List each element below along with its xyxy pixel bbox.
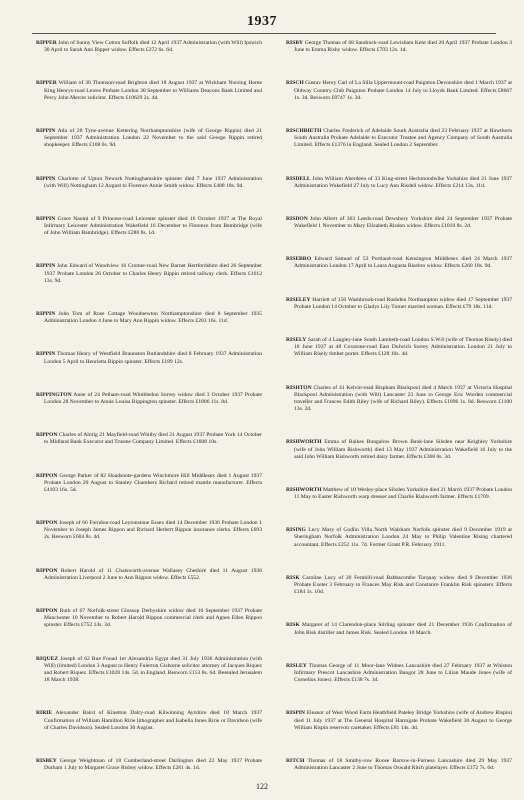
register-entry	[286, 622, 512, 636]
entry-text: William of 30 Thomson-road Brighton died 18 August 1937 at Wickham Nursing Home King Henrys-road Lewes Probate London 30 September to Williams Deacons Bank Limited and Percy John Mercer solicitor. Effects £10629 2s. 4d.	[44, 80, 262, 101]
entry-surname: RISCHBIETH	[286, 127, 322, 134]
entry-surname: RIPPINGTON	[36, 391, 72, 398]
register-entry	[36, 263, 262, 284]
entry-text: Emma of Raikes Bungalow Brown Bank-lane Silsden near Keighley Yorkshire (wife of John William Rishworth) died 13 May 1937 Administration Wakefield 16 July to the said John William Rishworth retired dairy farmer. Effects £368 0s. 3d.	[294, 439, 512, 460]
register-entry	[286, 663, 512, 684]
register-entry	[36, 473, 262, 494]
entry-surname: RISHWORTH	[286, 439, 322, 446]
entry-text: Eleanor of West Wood Farm Heathfield Pateley Bridge Yorkshire (wife of Andrew Rispin) died 11 July 1937 at The General Hospital Harrogate Probate Wakefield 30 August to George William Rispin reservoir caretaker. Effects £81 14s. 4d.	[294, 710, 513, 731]
entry-text: Alexander Baird of Kinetton Dalry-road Kilwinning Ayrshire died 18 March 1937 Confirmation of William Hamilton Ririe lithographer and Isabella Innes Ririe or Davidson (wife of Charles Davidson). Sealed London 30 August.	[44, 710, 262, 731]
register-entry	[286, 575, 512, 596]
entry-surname: RISEBRO	[286, 256, 312, 263]
entry-surname: RISDON	[286, 215, 308, 222]
entry-surname: RISELEY	[286, 296, 311, 303]
register-entry	[36, 758, 262, 772]
register-entry	[286, 337, 512, 358]
entry-text: Thomas Henry of Westfield Braunston Rutlandshire died 8 February 1937 Administration London 5 April to Henrietta Rippin spinster. Effects £189 12s.	[44, 351, 262, 365]
entry-surname: RISING	[286, 527, 306, 534]
entry-surname: RIPPIN	[36, 175, 56, 182]
register-entry	[36, 520, 262, 541]
entry-text: Charles of Alnrig 21 Mayfield-road Whitby died 21 August 1937 Probate York 14 October to Midland Bank Executor and Trustee Company Limited. Effects £1608 10s.	[44, 432, 262, 446]
entry-text: Sarah of 4 Langley-lane South Lambeth-road London S.W.8 (wife of Thomas Risely) died 18 June 1937 at 48 Coxstone-road East Dulwich Surrey Administration London 21 July to William Risely timber porter. Effects £128 10s. 4d.	[294, 337, 512, 358]
entry-text: George Parker of 82 Hoadsnote-gardens Winchmore Hill Middlesex died 1 August 1937 Probate London 20 August to Stanley Chambers Richard retired mantle manufacturer. Effects £4103 16s. 5d.	[44, 472, 262, 493]
entry-text: Grace Naomi of 9 Princess-road Leicester spinster died 16 October 1937 at The Royal Infirmary Leicester Administration Wakefield 16 December to Florence from Bembridge (wife of John William Bambridge). Effects £280 8s. 1d.	[44, 215, 262, 237]
entry-text: Charlotte of Upton Newark Nottinghamshire spinster died 7 June 1937 Administration (with Will) Nottingham 12 August to Florence Annie Smith widow. Effects £488 18s. 9d.	[44, 175, 262, 189]
register-entry	[286, 176, 512, 190]
register-entry	[286, 128, 512, 149]
entry-text: Charles of 41 Kelvin-road Bispham Blackpool died 4 March 1937 at Victoria Hospital Blackpool Administration (with Will) Lancaster 23 June to George Eric Worden commercial traveller and Frances Edith Riley (wife of Richard Riley). Effects £1096 1s. 8d. Resworn £1100 13s. 2d.	[294, 384, 512, 413]
entry-surname: RISDELL	[286, 175, 311, 182]
entry-text: Gustav Henry Carl of La Silla Uppermount-road Paignton Devonshire died 1 March 1937 at Oldway Country Club Paignton Probate London 14 July to Lloyds Bank Limited. Effects £8667 1s. 3d. Resworn £8747 1s. 3d.	[294, 80, 512, 101]
register-entry	[286, 439, 512, 460]
register-entry	[286, 758, 512, 772]
register-entry	[286, 80, 512, 101]
entry-surname: RIPPON	[36, 520, 58, 527]
entry-text: Matthew of 10 Wesley-place Silsden Yorkshire died 21 March 1937 Probate London 11 May to Easter Rishworth warp dresser and Charlie Rishworth farmer. Effects £1709.	[294, 486, 512, 501]
entry-surname: RISELY	[286, 337, 307, 344]
entry-text: Caroline Lucy of 20 Fernhill-road Babbacombe Torquay widow died 9 December 1936 Probate Exeter 3 February to Frances May Risk and Constance Franklin Risk spinsters. Effects £184 1s. 10d.	[294, 574, 513, 596]
register-entry	[286, 385, 512, 413]
entry-surname: RISBY	[286, 40, 304, 46]
entry-surname: RISHWORTH	[286, 486, 322, 493]
entry-surname: RISK	[286, 622, 300, 629]
entry-surname: RISHTON	[286, 384, 312, 391]
entry-text: John Albert of 303 Leeds-road Dewsbury Yorkshire died 24 September 1937 Probate Wakefield 1 November to Mary Elizabeth Risdon widow. Effects £1010 8s. 2d.	[294, 215, 513, 230]
entry-surname: RIPPIN	[36, 215, 56, 222]
entry-text: Ruth of 67 Norfolk-street Glossop Derbyshire widow died 10 September 1937 Probate Manchester 10 November to Robert Harold Rippon commercial clerk and Agnes Ellen Rippon spinster. Effects £752 14s. 3d.	[44, 608, 262, 629]
entry-surname: RIPPER	[36, 40, 57, 46]
entry-text: Margaret of 14 Clarendon-place Stirling spinster died 21 December 1936 Confirmation of John Risk distiller and James Risk. Sealed London 10 March.	[294, 622, 513, 636]
entry-text: Anne of 24 Pelham-road Wimbledon Surrey widow died 3 October 1937 Probate London 28 November to Annie Louisa Rippington spinster. Effects £1806 11s. 8d.	[44, 391, 263, 405]
header-rule	[32, 33, 496, 34]
entry-surname: RISCH	[286, 80, 304, 87]
entry-text: John of Sunny View Cotton Suffolk died 12 April 1937 Administration (with Will) Ipswich 30 April to Sarah Ann Ripper widow. Effects £272 6s. 6d.	[44, 40, 262, 54]
entry-surname: RIPPON	[36, 432, 58, 439]
entry-surname: RIPPER	[36, 80, 57, 87]
entry-text: John Tom of Rose Cottage Woodnewton Northamptonshire died 8 September 1935 Administration London 4 June to Mary Ann Rippin widow. Effects £203 16s. 11d.	[44, 311, 262, 325]
entry-surname: RIQUEZ	[36, 655, 59, 662]
entry-text: Lucy Mary of Godlin Villa North Walsham Norfolk spinster died 9 December 1919 at Sheringham Norfolk Administration London 24 May to Philip Valentine Rising chartered accountant. Effects £252 11s. 7d. Former Grant P.R. February 1911.	[294, 527, 512, 548]
register-entry	[36, 392, 262, 406]
entry-text: George Thomas of 68 Sandrock-road Lewisham Kent died 20 April 1937 Probate London 3 June to Emma Risby widow. Effects £703 12s. 1d.	[294, 40, 512, 54]
register-entry	[36, 176, 262, 190]
register-entry	[36, 608, 262, 629]
register-entry	[36, 128, 262, 149]
register-entry	[36, 710, 262, 731]
entry-surname: RISBEY	[36, 757, 57, 764]
entry-surname: RIPPON	[36, 608, 58, 615]
entry-surname: RITCH	[286, 757, 305, 764]
entry-surname: RIPPIN	[36, 311, 56, 317]
left-column	[36, 40, 262, 772]
entry-surname: RIPPIN	[36, 127, 56, 134]
entry-text: Ada of 28 Tyne-avenue Kettering Northamptonshire (wife of George Rippin) died 21 September 1937 Administration London 22 November to the said George Rippin retired shopkeeper. Effects £108 0s. 9d.	[44, 127, 262, 149]
register-entry	[286, 40, 512, 54]
register-entry	[286, 487, 512, 501]
entry-text: Charles Frederick of Adelaide South Australia died 23 February 1937 at Hawthorn South Australia Probate Adelaide to Executor Trustee and Agency Company of South Australia Limited. Effects £1376 in England. Sealed London 2 September.	[294, 127, 512, 149]
entry-text: Edward Samuel of 53 Portland-road Kensington Middlesex died 24 March 1937 Administration London 17 April to Laura Augusta Risebro widow. Effects £260 18s. 9d.	[294, 256, 512, 270]
entry-text: Thomas George of 11 Moor-lane Widnes Lancashire died 27 February 1937 at Whiston Infirmary Prescot Lancashire Administration Bangor 28 June to Lilian Maude Jones (wife of Cornelius Jones). Effects £138 7s. 1d.	[294, 662, 512, 684]
entry-surname: RIPPIN	[36, 351, 56, 358]
entry-surname: RIPPIN	[36, 263, 56, 270]
register-entry	[36, 568, 262, 582]
register-entry	[36, 80, 262, 101]
register-entry	[36, 432, 262, 446]
entry-surname: RIPPON	[36, 472, 58, 479]
page-number: 122	[256, 782, 268, 791]
register-entry	[36, 40, 262, 54]
entry-surname: RIRIE	[36, 710, 53, 717]
register-entry	[286, 216, 512, 230]
page-year-heading: 1937	[247, 14, 277, 29]
register-entry	[36, 351, 262, 365]
register-entry	[286, 527, 512, 548]
right-column	[286, 40, 512, 772]
register-entry	[286, 256, 512, 270]
entry-text: Harriett of 150 Washbrook-road Rushden Northampton widow died 17 September 1937 Probate London 14 October to Gladys Lily Turner married woman. Effects £79 18s. 11d.	[294, 296, 512, 310]
entry-surname: RISLEY	[286, 662, 307, 669]
register-entry	[36, 311, 262, 325]
entry-text: George Weightman of 18 Cumberland-street Darlington died 22 May 1937 Probate Durham 1 July to Margaret Grace Risbey widow. Effects £281 4s. 1d.	[44, 757, 262, 772]
register-entry	[36, 656, 262, 684]
entry-text: John Edward of Woodview 16 Cromer-road New Barnet Hertfordshire died 26 September 1937 Probate London 26 October to Charles Henry Rippin retired railway clerk. Effects £1612 13s. 9d.	[44, 263, 262, 284]
register-entry	[286, 297, 512, 311]
entry-surname: RIPPON	[36, 567, 58, 574]
entry-text: John William Aberdeen of 33 King-street Heckmondwike Yorkshire died 21 June 1937 Administration Wakefield 27 July to Lucy Ann Risdell widow. Effects £214 13s. 11d.	[294, 175, 512, 189]
entry-text: Joseph of 66 Forndon-road Leytonstone Essex died 14 December 1936 Probate London 1 November to Joseph James Rippon and Richard Herbert Rippon insurance clerks. Effects £693 2s. Resworn £604 8s. 4d.	[44, 520, 262, 541]
entry-text: Thomas of 18 Smithy-row Roose Barrow-in-Furness Lancashire died 29 May 1937 Administration Lancaster 2 June to Thomas Oswald Ritch platelayer. Effects £372 7s. 6d.	[294, 757, 512, 772]
register-entry	[36, 216, 262, 237]
entry-surname: RISK	[286, 574, 300, 581]
entry-text: Joseph of 62 Rue Fouad 1er Alexandria Egypt died 31 July 1936 Administration (with Will) (limited) London 3 August to Henry Fulerton Gisborne solicitor attorney of Jacques Riquez and Robert Riquez. Effects £1028 14s. 5d. in England. Resworn £153 8s. 6d. Resealed Jerusalem 18 March 1938.	[44, 655, 262, 684]
entry-surname: RISPIN	[286, 710, 305, 717]
entry-text: Robert Harold of 11 Chatsworth-avenue Wallasey Cheshire died 11 August 1936 Administration Liverpool 2 June to Ann Rippon widow. Effects £552.	[44, 567, 263, 581]
register-entry	[286, 710, 512, 731]
